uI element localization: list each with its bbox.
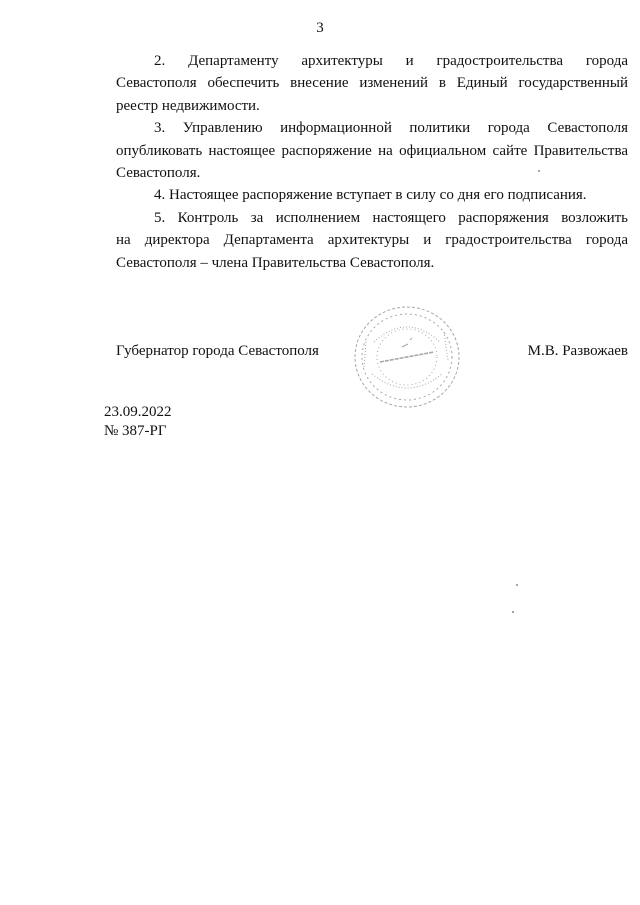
- scan-speck: [538, 170, 540, 172]
- paragraph-line: 2. Департаменту архитектуры и градостроительства города: [154, 53, 628, 69]
- paragraph-4: [116, 184, 628, 206]
- page-number: 3: [316, 20, 324, 36]
- paragraph-line: 4. Настоящее распоряжение вступает в силу со дня его подписания.: [154, 187, 587, 204]
- scan-speck: [512, 611, 514, 613]
- paragraph-line: опубликовать настоящее распоряжение на официальном сайте Правительства: [116, 142, 628, 159]
- paragraph-3: [116, 117, 628, 184]
- paragraph-line: реестр недвижимости.: [116, 97, 260, 114]
- document-body: [116, 50, 628, 274]
- paragraph-line: на директора Департамента архитектуры и градостроительства города: [116, 232, 628, 249]
- document-number: № 387-РГ: [104, 423, 167, 439]
- paragraph-line: 3. Управлению информационной политики города Севастополя: [154, 120, 628, 137]
- official-seal-stamp: [352, 302, 462, 412]
- scan-speck: [516, 584, 518, 586]
- paragraph-line: 5. Контроль за исполнением настоящего распоряжения возложить: [154, 209, 628, 226]
- signatory-name: М.В. Развожаев: [527, 343, 628, 359]
- document-date: 23.09.2022: [104, 404, 172, 420]
- paragraph-line: Севастополя – члена Правительства Севастополя.: [116, 254, 435, 271]
- signatory-title: Губернатор города Севастополя: [116, 343, 319, 359]
- paragraph-line: Севастополя обеспечить внесение изменений в Единый государственный: [116, 75, 628, 92]
- paragraph-line: Севастополя.: [116, 165, 201, 182]
- paragraph-5: [116, 207, 628, 274]
- paragraph-2: [116, 50, 628, 117]
